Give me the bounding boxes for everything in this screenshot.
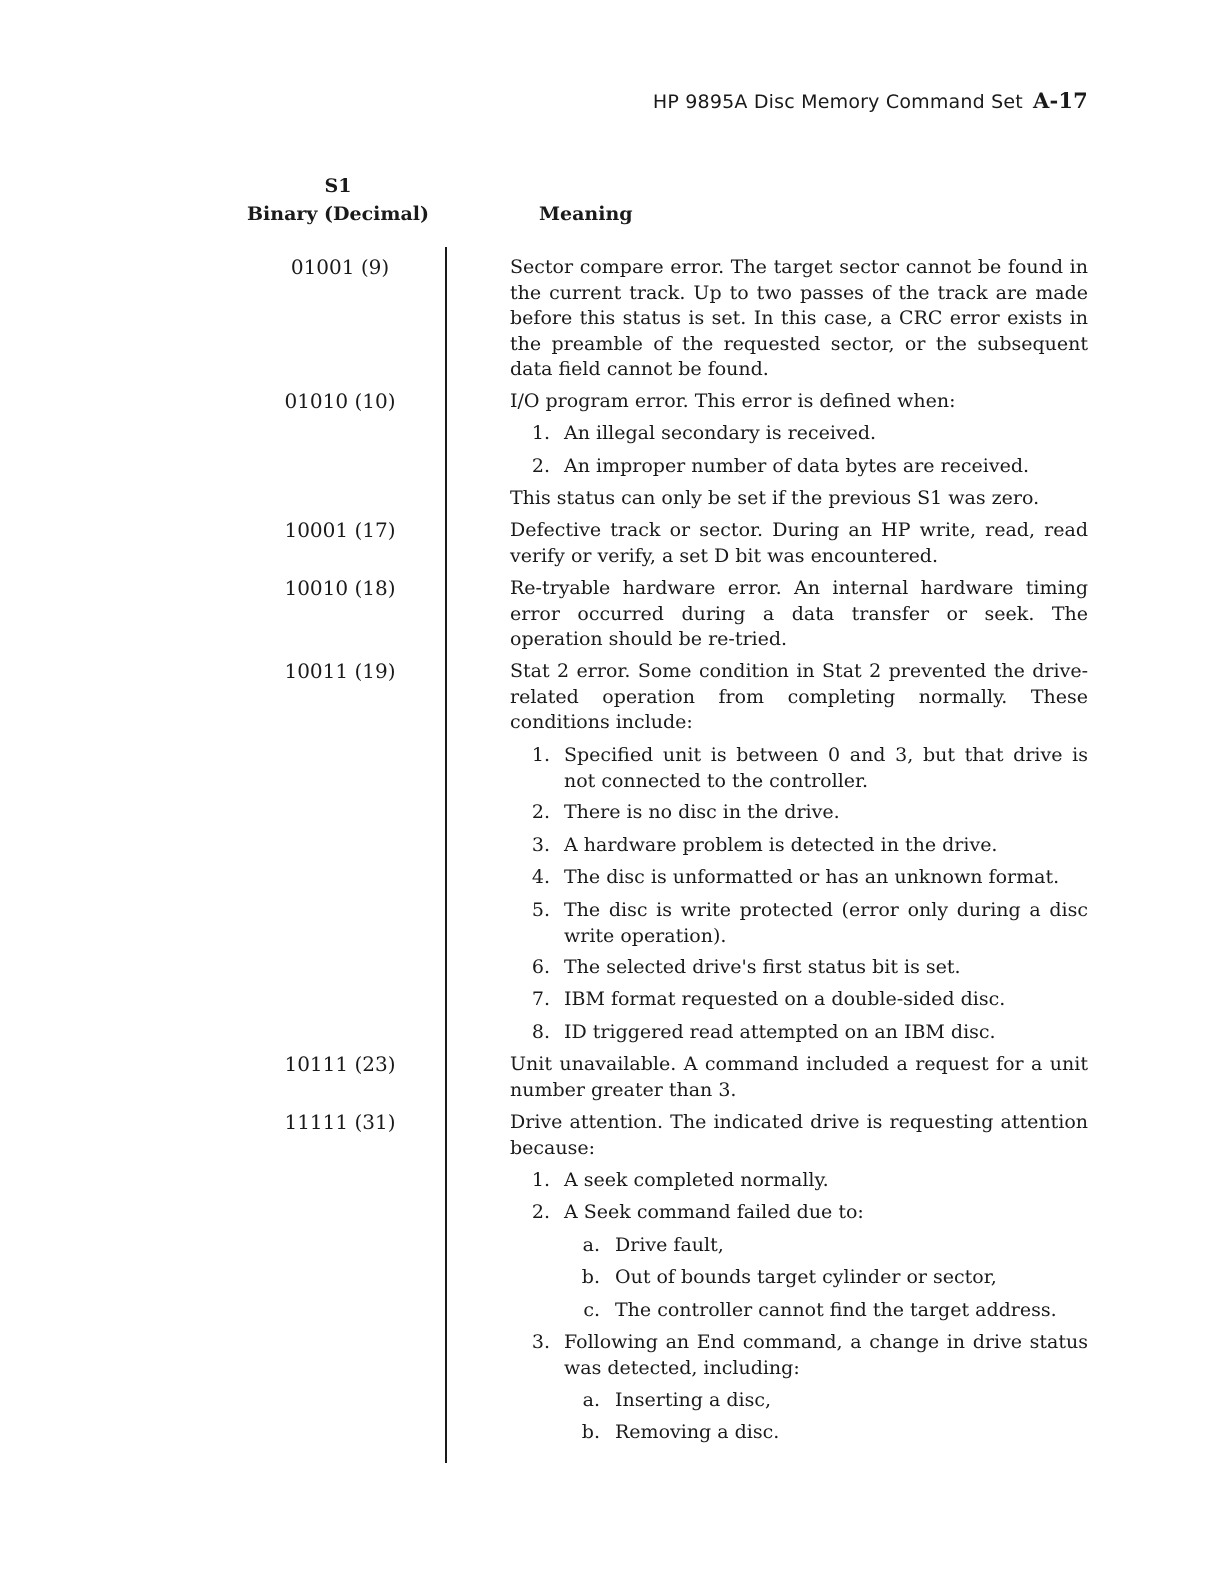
- list-item-number: 5.: [531, 899, 550, 921]
- column-heading-meaning: Meaning: [539, 203, 633, 225]
- sub-list-item-text: The controller cannot find the target address.: [615, 1299, 1057, 1321]
- list-item-number: 1.: [531, 1169, 550, 1191]
- meaning-text: Unit unavailable. A command included a request for a unit number greater than 3.: [510, 1053, 1088, 1101]
- status-code: 01001 (9): [290, 255, 390, 279]
- meaning-text: I/O program error. This error is defined when:: [510, 390, 956, 412]
- status-code: 10001 (17): [284, 518, 396, 542]
- status-code: 11111 (31): [284, 1110, 396, 1134]
- list-item-text: The disc is write protected (error only during a disc write operation).: [564, 899, 1088, 947]
- sub-list-item-letter: b.: [581, 1266, 600, 1288]
- list-item-text: ID triggered read attempted on an IBM disc.: [564, 1021, 996, 1043]
- sub-list-item-text: Removing a disc.: [615, 1421, 780, 1443]
- vertical-rule: [445, 247, 447, 1463]
- list-item-text: A hardware problem is detected in the drive.: [564, 834, 998, 856]
- list-item-text: A Seek command failed due to:: [564, 1201, 864, 1223]
- sub-list-item-text: Out of bounds target cylinder or sector,: [615, 1266, 997, 1288]
- list-item-number: 1.: [531, 744, 550, 766]
- list-item-number: 6.: [531, 956, 550, 978]
- meaning-text: Drive attention. The indicated drive is requesting attention because:: [510, 1111, 1088, 1159]
- list-item-text: There is no disc in the drive.: [564, 801, 840, 823]
- sub-list-item-letter: b.: [581, 1421, 600, 1443]
- status-code: 10010 (18): [284, 576, 396, 600]
- sub-list-item-text: Inserting a disc,: [615, 1389, 772, 1411]
- meaning-text: Stat 2 error. Some condition in Stat 2 prevented the drive-related operation from completing normally. These conditions include:: [510, 660, 1088, 733]
- sub-list-item-text: Drive fault,: [615, 1234, 724, 1256]
- status-code: 10111 (23): [284, 1052, 396, 1076]
- status-code: 10011 (19): [284, 659, 396, 683]
- sub-list-item-letter: c.: [583, 1299, 600, 1321]
- list-item-number: 3.: [531, 834, 550, 856]
- column-heading-binary-decimal: Binary (Decimal): [246, 203, 430, 225]
- meaning-text: Re-tryable hardware error. An internal hardware timing error occurred during a data transfer or seek. The operation should be re-tried.: [510, 577, 1088, 650]
- list-item-text: IBM format requested on a double-sided disc.: [564, 988, 1006, 1010]
- list-item-number: 1.: [531, 422, 550, 444]
- sub-list-item-letter: a.: [582, 1389, 600, 1411]
- list-item-number: 3.: [531, 1331, 550, 1353]
- list-item-text: The selected drive's first status bit is set.: [564, 956, 961, 978]
- running-header: [653, 88, 1088, 113]
- list-item-text: Specified unit is between 0 and 3, but that drive is not connected to the controller.: [564, 744, 1088, 792]
- list-item-number: 2.: [531, 801, 550, 823]
- list-item-text: An illegal secondary is received.: [564, 422, 877, 444]
- list-item-text: An improper number of data bytes are received.: [564, 455, 1030, 477]
- list-item-text: A seek completed normally.: [564, 1169, 829, 1191]
- list-item-number: 2.: [531, 455, 550, 477]
- meaning-note: This status can only be set if the previous S1 was zero.: [510, 487, 1040, 509]
- status-code: 01010 (10): [284, 389, 396, 413]
- sub-list-item-letter: a.: [582, 1234, 600, 1256]
- header-title: HP 9895A Disc Memory Command Set: [652, 91, 1023, 113]
- list-item-number: 7.: [531, 988, 550, 1010]
- meaning-text: Defective track or sector. During an HP write, read, read verify or verify, a set D bit was encountered.: [510, 519, 1088, 567]
- column-heading-s1: S1: [324, 175, 352, 197]
- left-column-heading: [222, 172, 454, 228]
- list-item-text: The disc is unformatted or has an unknown format.: [564, 866, 1060, 888]
- meaning-text: Sector compare error. The target sector cannot be found in the current track. Up to two passes of the track are made before this status is set. In this case, a CRC error exists in the preamble of the requested sector, or the subsequent data field cannot be found.: [510, 256, 1088, 380]
- page-number: A-17: [1032, 88, 1088, 113]
- list-item-number: 2.: [531, 1201, 550, 1223]
- list-item-text: Following an End command, a change in drive status was detected, including:: [564, 1331, 1088, 1379]
- list-item-number: 4.: [531, 866, 550, 888]
- list-item-number: 8.: [531, 1021, 550, 1043]
